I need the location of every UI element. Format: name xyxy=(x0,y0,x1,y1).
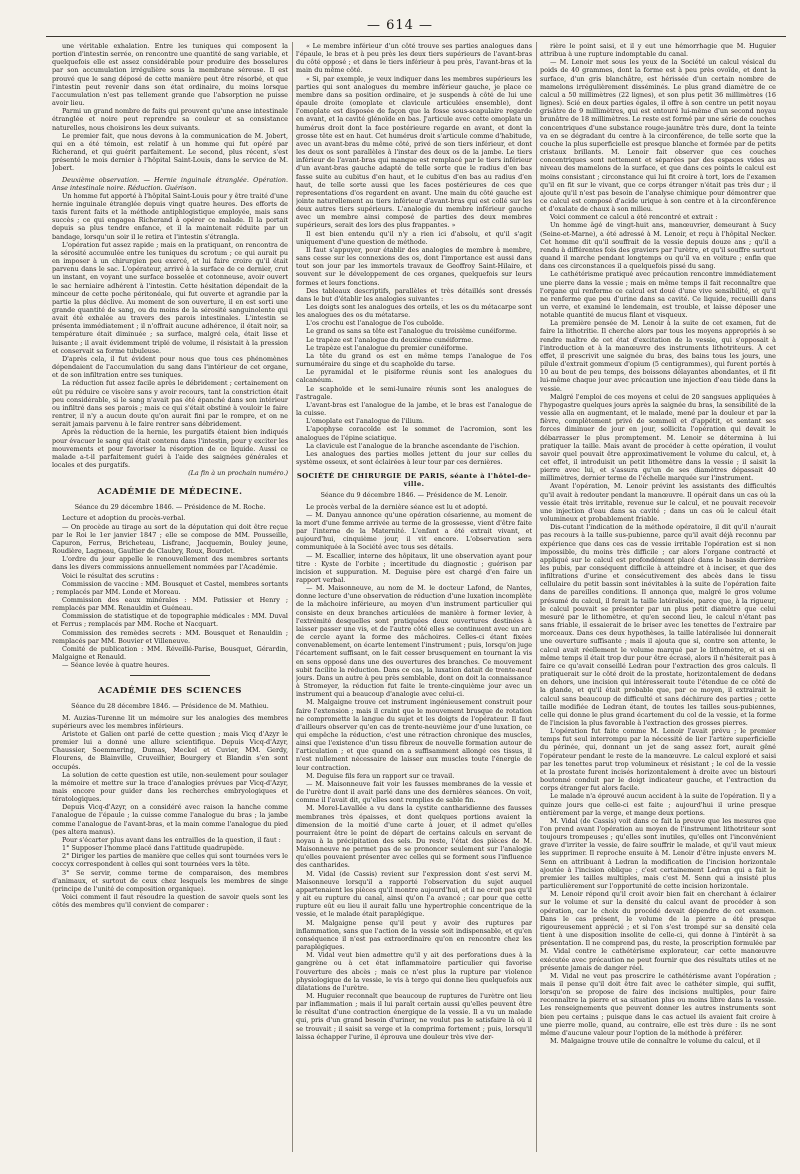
paragraph: M. Auzias-Turenne lit un mémoire sur les analogies des membres supérieurs avec les membres inférieurs. xyxy=(52,713,288,730)
paragraph: D'après cela, il fut évident pour nous que tous ces phénomènes dépendaient de l'accumulation du sang dans l'intérieur de cet organe, et de son infiltration entre ses tuniques. xyxy=(52,354,288,380)
paragraph: Des tableaux descriptifs, parallèles et très détaillés sont dressés dans le but d'établir les analogies suivantes : xyxy=(296,286,532,303)
paragraph: L'opération fut faite comme M. Lenoir l'avait prévu ; le premier temps fut seul interrompu par la nécessité de lier l'artère superficielle du périnée, qui, donnant un jet de sang assez fort, aurait gêné l'opérateur pendant le reste de la manœuvre. Le calcul exploré et saisi par les tenettes parut trop volumineux et résistant ; le col de la vessie et la prostate furent incisés horizontalement à droite avec un bistouri boutonné conduit par le doigt indicateur gauche, et l'extraction du corps étranger fut alors facile. xyxy=(540,727,776,793)
continued-note: (La fin à un prochain numéro.) xyxy=(188,469,288,478)
paragraph: — M. Lenoir met sous les yeux de la Société un calcul vésical du poids de 40 grammes, dont la forme est à peu près ovoïde, et dont la surface, d'un gris blanchâtre, est hérissée d'un certain nombre de mamelons irrégulièrement disséminés. Le plus grand diamètre de ce calcul a 50 millimètres (22 lignes), et son plus petit 36 millimètres (16 lignes). Scié en deux parties égales, il offre à son centre un petit noyau grisâtre de 9 millimètres, qui est entouré lui-même d'un second noyau brunâtre de 18 millimètres. Le reste est formé par une série de couches concentriques d'une substance rouge-jaunâtre très dure, dont la teinte va en se dégradant du centre à la circonférence, de telle sorte que la couche la plus superficielle est presque blanche et formée par de petits cristaux brillants. M. Lenoir fait observer que ces couches concentriques sont nettement et séparées par des espaces vides au niveau des mamelons de la surface, et que dans ces points le calcul est moins consistant ; circonstance qui lui fit croire à tort, lors de l'examen qu'il en fit sur le vivant, que ce corps étranger n'était pas très dur ; il ajoute qu'il n'est pas besoin de l'analyse chimique pour démontrer que ce calcul est composé d'acide urique à son centre et à la circonférence et d'oxalate de chaux à son milieu. xyxy=(540,58,776,214)
paragraph: M. Lenoir répond qu'il croit avoir bien fait en cherchant à éclairer sur le volume et sur la densité du calcul avant de procéder à son opération, car le choix du procédé devait dépendre de cet examen. Dans le cas présent, le volume de la pierre a été presque rigoureusement apprécié ; et si l'on s'est trompé sur sa densité cela tient à une disposition insolite de celle-ci, qui donne à l'intérêt à sa présentation. Il ne comprend pas, du reste, la proscription formulée par M. Vidal contre le cathétérisme explorateur, car cette manœuvre exécutée avec précaution ne peut fournir que des résultats utiles et ne présente jamais de danger réel. xyxy=(540,890,776,972)
paragraph: Il est bien entendu qu'il n'y a rien ici d'absolu, et qu'il s'agit uniquement d'une question de méthode. xyxy=(296,229,532,246)
paragraph: Le scaphoïde et le semi-lunaire réunis sont les analogues de l'astragale. xyxy=(296,384,532,401)
paragraph: L'opération fut assez rapide ; mais en la pratiquant, on rencontra de la sérosité accumulée entre les tuniques du scrotum ; ce qui aurait pu en imposer à un chirurgien peu exercé, et lui faire croire qu'il était parvenu dans le sac. L'opérateur, arrivé à la surface de ce dernier, crut un instant, en voyant une surface bosselée et cotonneuse, avoir ouvert le sac herniaire adhérent à l'intestin. Cette hésitation dépendait de la minceur de cette poche péritonéale, qui fut ouverte et agrandie par la partie la plus déclive. Au moment de son ouverture, il en est sorti une grande quantité de sang, ou du moins de la sérosité sanguinolente qui avait été exhalée au travers des parois intestinales. L'intestin se présenta immédiatement ; il n'offrait aucune adhérence, il était noir, sa température était diminuée ; sa surface, malgré cela, était lisse et luisante ; il avait évidemment triplé de volume, il résistait à la pression et conservait sa forme tubuleuse. xyxy=(52,240,288,355)
paragraph: 3° Se servir, comme terme de comparaison, des membres d'animaux, et surtout de ceux chez lesquels les membres de singe (principe de l'unité de composition organique). xyxy=(52,868,288,893)
paragraph: M. Vidal (de Cassis) voit dans ce fait la preuve que les mesures que l'on prend avant l'opération au moyen de l'instrument lithotriteur sont toujours trompeuses ; qu'elles sont inutiles, qu'elles ont l'inconvénient grave d'irriter la vessie, de faire souffrir le malade, et qu'il vaut mieux les supprimer. Il reproche ensuite à M. Lenoir d'être injuste envers M. Senn en attribuant à Ledran la modification de l'incision horizontale ajoutée à l'incision oblique ; c'est certainement Ledran qui a fait le premier les tailles multiples, mais c'est M. Senn qui a insisté plus particulièrement sur l'opportunité de cette incision horizontale. xyxy=(540,816,776,891)
column-1 xyxy=(52,42,288,1160)
paragraph: — M. Maisonneuve, au nom de M. le docteur Lafond, de Nantes, donne lecture d'une observation de réduction d'une luxation incomplète de la mâchoire inférieure, au moyen d'un instrument particulier qui consiste en deux branches articulées de manière à former levier, à l'extrémité desquelles sont pratiquées deux ouvertures destinées à laisser passer une vis, et de l'autre côté elles se continuent avec un arc de cercle ayant la forme des mâchoires. Celles-ci étant fixées convenablement, on écarte lentement l'instrument ; puis, lorsqu'on juge l'écartement suffisant, on le fait cesser brusquement en tournant la vis en sens opposé dans une des ouvertures des branches. Ce mouvement subit facilite la réduction. Dans ce cas, la luxation datait de trente-neuf jours. Dans un autre à peu près semblable, dont on doit la connaissance à Stromeyer, la réduction fut faite le trente-cinquième jour avec un instrument qui a beaucoup d'analogie avec celui-ci. xyxy=(296,584,532,699)
paragraph: L'apophyse coracoïde est le sommet de l'acromion, sont les analogues de l'épine sciatique. xyxy=(296,425,532,442)
paragraph: — M. Danyau annonce qu'une opération césarienne, au moment de la mort d'une femme arrivée au terme de la grossesse, vient d'être faite par l'interne de la Maternité. L'enfant a été extrait vivant, et aujourd'hui, cinquième jour, il vit encore. L'observation sera communiquée à la Société avec tous ses détails. xyxy=(296,510,532,552)
paragraph: La tête du grand os est en même temps l'analogue de l'os surnuméraire du singe et du scaphoïde du tarse. xyxy=(296,351,532,369)
observation-title: Deuxième observation. — Hernie inguinale étranglée. Opération. Anse intestinale noire. Réduction. Guérison. xyxy=(52,175,288,192)
paragraph: — Séance levée à quatre heures. xyxy=(62,661,170,670)
session-date: Séance du 9 décembre 1846. — Présidence de M. Lenoir. xyxy=(320,491,508,500)
paragraph: Commission de statistique et de topographie médicales : MM. Duval et Ferrus ; remplacés par MM. Roche et Nacquart. xyxy=(52,612,288,629)
paragraph: L'avant-bras est l'analogue de la jambe, et le bras est l'analogue de la cuisse. xyxy=(296,400,532,418)
paragraph: « Le membre inférieur d'un côté trouve ses parties analogues dans l'épaule, le bras et à peu près les deux tiers supérieurs de l'avant-bras du côté opposé ; et dans le tiers inférieur à peu près, l'avant-bras et la main du même côté. xyxy=(296,42,532,75)
paragraph: M. Vidal (de Cassis) revient sur l'expression dont s'est servi M. Maisonneuve lorsqu'il a rapporté l'observation du sujet auquel appartenaient les pièces qu'il montre aujourd'hui, et il ne croit pas qu'il y ait eu rupture du canal, ainsi qu'on l'a avancé ; car pour que cette rupture eût eu lieu il aurait fallu une hypertrophie concentrique de la vessie, et le malade était paraplégique. xyxy=(296,869,532,919)
paragraph: Il faut s'appuyer, pour établir des analogies de membre à membre, sans cesse sur les connexions des os, dont l'importance est aussi dans tout son jour par les immortels travaux de Geoffroy Saint-Hilaire, et souvent sur le développement de ces organes, quelquefois sur leurs formes et leurs fonctions. xyxy=(296,245,532,287)
session-date: Séance du 29 décembre 1846. — Présidence de M. Roche. xyxy=(74,503,266,512)
paragraph: Aristote et Galien ont parlé de cette question ; mais Vicq d'Azyr le premier lui a donné une allure scientifique. Depuis Vicq-d'Azyr, Chaussier, Soemmering, Dumas, Meckel et Cuvier, MM. Gerdy, Flourens, de Blainville, Cruveilhier, Bourgery et Blandin s'en sont occupés. xyxy=(52,729,288,771)
paragraph: Dis-cutant l'indication de la méthode opératoire, il dit qu'il n'aurait pas recours à la taille sus-pubienne, parce qu'il avait déjà reconnu par expérience que dans ces cas de vessie irritable l'opération est si non impossible, du moins très difficile ; car alors l'organe contracté et appliqué sur le calcul est profondément placé dans le bassin derrière les pubis, par conséquent difficile à atteindre et à inciser, et que des infiltrations d'urine et consécutivement des abcès dans le tissu cellulaire du petit bassin sont inévitables à la suite de l'opération faite dans de pareilles conditions. Il annonça que, malgré le gros volume présumé du calcul, il ferait la taille latéralisée, parce que, à la rigueur, le calcul pouvait se présenter par un plus petit diamètre que celui mesuré par le lithomètre, et qu'en second lieu, le calcul n'étant pas sans friable, il essaierait de le briser avec les tenettes de l'extraire par morceaux. Dans ces deux hypothèses, la taille latéralisée lui donnerait une ouverture suffisante ; mais il ajouta que si, contre son attente, le calcul avait réellement le volume marqué par le lithomètre, et si en même temps il était trop dur pour être écrasé, alors il n'hésiterait pas à faire ce qu'avait conseillé Ledran pour l'extraction des gros calculs. Il pratiquerait sur le côté droit de la prostate, horizontalement de dedans en dehors, une incision qui intéresserait toute l'étendue de ce côté de la glande, et qu'il était probable que, par ce moyen, il extrairait le calcul sans beaucoup de difficulté et sans déchirure des parties ; cette taille modifiée de Ledran étant, de toutes les tailles sous-pubiennes, celle qui donne le plus grand écartement du col de la vessie, et la forme de l'incision la plus favorable à l'extraction des grosses pierres. xyxy=(540,523,776,727)
paragraph: Les analogues des parties molles jettent du jour sur celles du système osseux, et sont éclairées à leur tour par ces dernières. xyxy=(296,449,532,466)
paragraph: M. Deguise fils fera un rapport sur ce travail. xyxy=(306,771,455,780)
paragraph: une véritable exhalation. Entre les tuniques qui composent la portion d'intestin serrée, on rencontre une quantité de sang variable, et quelquefois elle est assez considérable pour produire des bosselures par son accumulation irrégulière sous la membrane séreuse. Il est prouvé que le sang déposé de cette manière peut être résorbé, et que l'intestin peut revenir dans son état ordinaire, du moins lorsque l'accumulation n'est pas tellement grande que l'absorption ne puisse avoir lieu. xyxy=(52,42,288,108)
paragraph: L'os crochu est l'analogue de l'os cuboïde. xyxy=(306,319,445,328)
paragraph: Le pyramidal et le pisiforme réunis sont les analogues du calcanéum. xyxy=(296,368,532,385)
column-3 xyxy=(540,42,776,1160)
section-heading-societe-chirurgie: SOCIÉTÉ DE CHIRURGIE DE PARIS, séante à l'hôtel-de-ville. xyxy=(296,472,532,489)
paragraph: La première pensée de M. Lenoir à la suite de cet examen, fut de faire la lithotritie. Il cherche alors par tous les moyens appropriés à se rendre maître de cet état d'excitation de la vessie, qui s'opposait à l'introduction et à la manœuvre des instruments lithotriteurs. À cet effet, il prescrivit une saignée du bras, des bains tous les jours, une pilule d'extrait gommeux d'opium (5 centigrammes), qui furent portés à 10 au bout de peu temps, des boissons délayantes abondantes, et il fit lui-même chaque jour avec précaution une injection d'eau tiède dans la vessie. xyxy=(540,319,776,393)
paragraph: M. Vidal ne veut pas proscrire le cathétérisme avant l'opération ; mais il pense qu'il doit être fait avec le cathéter simple, qui suffit, lorsqu'on se propose de faire des incisions multiples, pour faire reconnaître la pierre et sa situation plus ou moins libre dans la vessie. Les renseignements que peuvent donner les autres instruments sont bien peu certains ; puisque dans le cas actuel ils avaient fait croire à une pierre molle, quand, au contraire, elle est très dure : ils ne sont même d'aucune valeur pour l'option de la méthode à préférer. xyxy=(540,971,776,1037)
paragraph: M. Malgaigne pense qu'il peut y avoir des ruptures par inflammation, sans que l'action de la vessie soit indispensable, et qu'en conséquence il n'est pas extraordinaire qu'on en rencontre chez les paraplégiques. xyxy=(296,918,532,952)
paragraph: M. Vidal veut bien admettre qu'il y ait des perforations dues à la gangrène ou à cet état inflammatoire particulier qui favorise l'ouverture des abcès ; mais ce n'est plus la rupture par violence physiologique de la vessie, le vis à tergo qui donne lieu quelquefois aux dilatations de l'urètre. xyxy=(296,951,532,992)
paragraph: Comité de publication : MM. Réveillé-Parise, Bousquet, Gérardin, Malgaigne et Renauld. xyxy=(52,644,288,662)
paragraph: M. Malgaigne trouve utile de connaître le volume du calcul, et il xyxy=(550,1037,761,1046)
paragraph: Les doigts sont les analogues des orteils, et les os du métacarpe sont les analogues des os du métatarse. xyxy=(296,303,532,320)
separator xyxy=(130,675,210,676)
paragraph: Le cathétérisme pratiqué avec précaution rencontre immédiatement une pierre dans la vessie ; mais en même temps il fait reconnaître que l'organe qui renferme ce calcul est doué d'une vive sensibilité, et qu'il ne renferme que peu d'urine dans sa cavité. Ce liquide, recueilli dans un verre, et examiné le lendemain, est trouble, et laisse déposer une notable quantité de mucus filant et visqueux. xyxy=(540,270,776,320)
paragraph: Un homme âgé de vingt-huit ans, manœuvrier, demeurant à Sucy (Seine-et-Marne), a été adressé à M. Lenoir, et reçu à l'hôpital Necker. Cet homme dit qu'il souffrait de la vessie depuis douze ans ; qu'il a rendu à différentes fois des graviers par l'urètre, et qu'il souffre surtout quand il marche pendant longtemps ou qu'il va en voiture ; enfin que dans ces circonstances il a quelquefois pissé du sang. xyxy=(540,221,776,271)
paragraph: rière le point saisi, et il y eut une hémorrhagie que M. Huguier attribua à une rupture indomptable du canal. xyxy=(540,42,776,59)
column-rule xyxy=(536,42,537,1152)
column-rule xyxy=(292,42,293,1152)
paragraph: Voici le résultat des scrutins : xyxy=(62,571,159,580)
paragraph: Avant l'opération, M. Lenoir prévint les assistants des difficultés qu'il avait à redouter pendant la manœuvre. Il opérait dans un cas où la vessie était très irritable, revenue sur le calcul, et ne pouvait recevoir une injection d'eau dans sa cavité ; dans un cas où le calcul était volumineux et probablement friable. xyxy=(540,482,776,524)
paragraph: « Si, par exemple, je veux indiquer dans les membres supérieurs les parties qui sont analogues du membre inférieur gauche, je place ce membre dans sa position ordinaire, et je suspends à côté de lui une épaule droite (omoplate et clavicule articulées ensemble), dont l'omoplate est disposée de façon que la fosse sous-scapulaire regarde en avant, et la cavité glénoïde en bas. J'articule avec cette omoplate un humérus droit dont la face postérieure regarde en avant, et dont la grosse tête est en haut. Cet humérus droit s'articule comme d'habitude, avec un avant-bras du même côté, privé de son tiers inférieur, et dont les deux os sont parallèles à l'instar des deux os de la jambe. Le tiers inférieur de l'avant-bras qui manque est remplacé par le tiers inférieur d'un avant-bras gauche adapté de telle sorte que le radius d'en bas fasse suite au cubitus d'en haut, et le cubitus d'en bas au radius d'en haut, de telle sorte aussi que les faces postérieures de ces que representations d'os regardent en avant. Une main du côté gauche est jointe naturellement au tiers inférieur d'avant-bras qui est collé sur les deux autres tiers supérieurs. L'analogie du membre inférieur gauche avec un membre ainsi composé de parties des deux membres supérieurs, serait des lors des plus frappantes. » xyxy=(296,74,532,230)
paragraph: Un homme fut apporté à l'hôpital Saint-Louis pour y être traité d'une hernie inguinale étranglée depuis vingt quatre heures. Des efforts de taxis furent faits et la méthode antiphlogistique employée, mais sans succès ; ce qui engagea Richerand à opérer ce malade. Il la portait depuis sa plus tendre enfance, et il la maintenait réduite par un bandage, lorsqu'un soir il le retira et l'intestin s'étrangla. xyxy=(52,191,288,241)
paragraph: Après la réduction de la hernie, les purgatifs étaient bien indiqués pour évacuer le sang qui était contenu dans l'intestin, pour y exciter les mouvements et pour favoriser la résorption de ce liquide. Aussi ce malade a-t-il parfaitement guéri à l'aide des saignées générales et locales et des purgatifs. xyxy=(52,428,288,469)
paragraph: Voici comment il faut résoudre la question de savoir quels sont les côtés des membres qu'il convient de comparer : xyxy=(52,893,288,910)
paragraph: 1° Supposer l'homme placé dans l'attitude quadrupède. xyxy=(62,844,245,853)
page-number: — 614 — xyxy=(366,18,434,33)
paragraph: Le grand os sans sa tête est l'analogue du troisième cunéiforme. xyxy=(306,327,517,336)
paragraph: Commission des remèdes secrets : MM. Bousquet et Renauldin ; remplacés par MM. Bouvier et Villeneuve. xyxy=(52,628,288,645)
paragraph: L'omoplate est l'analogue de l'ilium. xyxy=(306,417,425,426)
section-heading-academie-sciences: ACADÉMIE DES SCIENCES xyxy=(97,686,243,697)
paragraph: Malgré l'emploi de ces moyens et celui de 20 sangsues appliquées à l'hypogastre quelques jours après la saignée du bras, la sensibilité de la vessie alla en augmentant, et le malade, mené par la douleur et par la fièvre, complètement privé de sommeil et d'appétit, et sentant ses forces diminuer de jour en jour, sollicita l'opération qui devait le débarrasser le plus promptement. M. Lenoir se détermina à lui pratiquer la taille. Mais avant de procéder à cette opération, il voulut savoir quel pouvait être approximativement le volume du calcul, et, à cet effet, il introduisit un petit lithomètre dans la vessie ; il saisit la pierre avec lui, et s'assura qu'un de ses diamètres dépassait 40 millimètres, dernier terme de l'échelle marquée sur l'instrument. xyxy=(540,392,776,483)
paragraph: Le trapèze est l'analogue du deuxième cunéiforme. xyxy=(306,335,474,344)
paragraph: La réduction fut assez facile après le débridement ; certainement on eût pu réduire ce viscère sans y avoir recours, tant la constriction était peu considérable, si le sang n'avait pas été épanché dans son intérieur ou infiltré dans ses parois ; mais ce qui s'était obstiné à vouloir le faire rentrer, il n'y a aucun doute qu'on aurait fini par le rompre, et on ne serait jamais parvenu à le faire rentrer sans débridement. xyxy=(52,379,288,429)
column-2 xyxy=(296,42,532,1160)
paragraph: Pour s'écarter plus avant dans les entrailles de la question, il faut : xyxy=(62,835,281,844)
paragraph: Le malade n'a éprouvé aucun accident à la suite de l'opération. Il y a quinze jours que celle-ci est faite ; aujourd'hui il urine presque entièrement par la verge, et mange deux portions. xyxy=(540,792,776,817)
paragraph: 2° Diriger les parties de manière que celles qui sont tournées vers le coccyx correspondent à celles qui sont tournées vers la tête. xyxy=(52,852,288,869)
paragraph: Depuis Vicq-d'Azyr, on a considéré avec raison la hanche comme l'analogue de l'épaule ; la cuisse comme l'analogue du bras ; la jambe comme l'analogue de l'avant-bras, et la main comme l'analogue du pied (pes altera manus). xyxy=(52,803,288,836)
header-rule xyxy=(46,36,786,37)
paragraph: — M. Maisonneuve fait voir les fausses membranes de la vessie et de l'urètre dont il avait parlé dans une des dernières séances. On voit, comme il l'avait dit, qu'elles sont remplies de sable fin. xyxy=(296,779,532,805)
paragraph: Commission des eaux minérales : MM. Patissier et Henry ; remplacés par MM. Renauldin et Guéneau. xyxy=(52,596,288,613)
paragraph: L'ordre du jour appelle le renouvellement des membres sortants dans les divers commissions annuellement nommées par l'Académie. xyxy=(52,555,288,572)
paragraph: M. Morel-Lavallée a vu dans la cystite cantharidienne des fausses membranes très épaisses, et dont quelques portions avaient la dimension de la moitié d'une carte à jouer, et il admet qu'elles pourraient être le point de départ de certains calculs en servant de noyau à la précipitation des sels. Du reste, l'état des pièces de M. Maisonneuve ne permet pas de se prononcer seulement sur l'analogie qu'elles pouvaient présenter avec celles qui se forment sous l'influence des cantharides. xyxy=(296,804,532,870)
paragraph: Voici comment ce calcul a été rencontré et extrait : xyxy=(550,213,718,222)
paragraph: M. Huguier reconnaît que beaucoup de ruptures de l'urètre ont lieu par inflammation ; mais il lui paraît certain aussi qu'elles peuvent être le résultat d'une contraction énergique de la vessie. Il a vu un malade qui, pris d'un grand besoin d'uriner, ne voulut pas le satisfaire là où il se trouvait ; il saisit sa verge et la comprima fortement ; puis, lorsqu'il laissa échapper l'urine, il éprouva une douleur très vive der- xyxy=(296,991,532,1041)
paragraph: Commission de vaccine : MM. Bousquet et Castel, membres sortants ; remplacés par MM. Londe et Moreau. xyxy=(52,579,288,596)
section-heading-academie-medecine: ACADÉMIE DE MÉDECINE. xyxy=(97,487,243,498)
paragraph: La clavicule est l'analogue de la branche ascendante de l'ischion. xyxy=(306,441,520,450)
paragraph: Lecture et adoption du procès-verbal. xyxy=(62,514,186,523)
paragraph: Parmi un grand nombre de faits qui prouvent qu'une anse intestinale étranglée et noire peut reprendre sa couleur et sa consistance naturelles, nous choisirons les deux suivants. xyxy=(52,107,288,132)
paragraph: Le premier fait, que nous devons à la communication de M. Jobert, qui en a été témoin, est relatif à un homme qui fut opéré par Richerand, et qui guérit parfaitement. Le second, plus récent, s'est présenté le mois dernier à l'hôpital Saint-Louis, dans le service de M. Jobert. xyxy=(52,131,288,173)
paragraph: M. Malgaigne trouve cet instrument ingénieusement construit pour faire l'extension ; mais il craint que le mouvement brusque de rotation ne compromette la langue du sujet et les doigts de l'opérateur. Il faut d'ailleurs observer qu'en cas de trente-neuvième jour d'une luxation, ce qui empêche la réduction, c'est une rétraction chronique des muscles, ainsi que l'existence d'un tissu fibreux de nouvelle formation autour de l'articulation ; et que quand on a suffisamment allongé ces tissus, il n'est nullement nécessaire de laisser aux muscles toute l'énergie de leur contraction. xyxy=(296,698,532,772)
paragraph: Le procès verbal de la dernière séance est lu et adopté. xyxy=(306,502,488,511)
paragraph: Le trapèze est l'analogue du premier cunéiforme. xyxy=(306,343,468,352)
paragraph: La solution de cette question est utile, non-seulement pour soulager la mémoire et mettre sur la trace d'analogies prévues par Vicq-d'Azyr, mais encore pour guider dans les recherches embryologiques et tératologiques. xyxy=(52,770,288,804)
session-date: Séance du 28 décembre 1846. — Présidence de M. Mathieu. xyxy=(71,702,269,711)
paragraph: — M. Escallier, interne des hôpitaux, lit une observation ayant pour titre : Kyste de l'orbite ; incertitude du diagnostic ; guérison par incision et suppuration. M. Deguise père est chargé d'en faire un rapport verbal. xyxy=(296,551,532,584)
paragraph: — On procède au tirage au sort de la députation qui doit être reçue par le Roi le 1er janvier 1847 ; elle se compose de MM. Pousseille, Capuron, Ferrus, Bricheteau, Lisfranc, Jacquemin, Bouley jeune, Roudière, Lagneau, Gaultier de Claubry, Roux, Bourdet. xyxy=(52,522,288,556)
